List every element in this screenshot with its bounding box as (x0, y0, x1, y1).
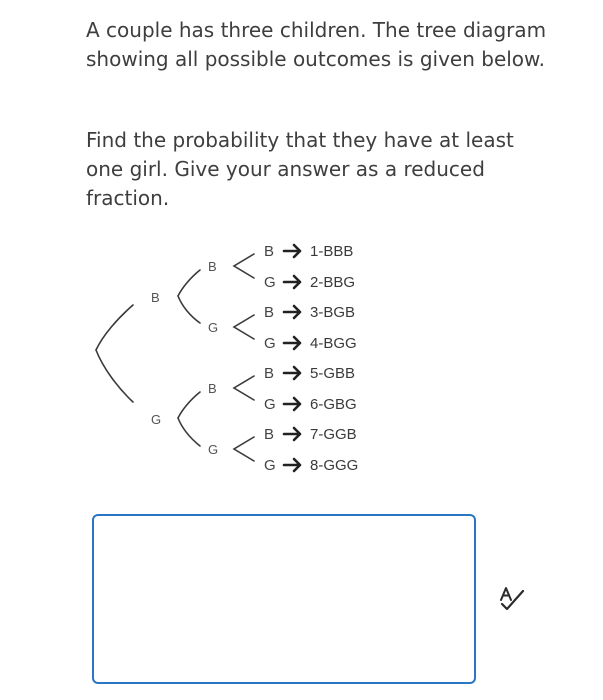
question-intro-text: A couple has three children. The tree diagram showing all possible outcomes is given below. (86, 18, 547, 71)
leaf-label: B (264, 243, 275, 260)
level2-label: G (208, 442, 219, 457)
branch-b-to-g (178, 296, 200, 323)
leaf-label: G (264, 457, 276, 474)
right-arrow-icon (284, 306, 300, 318)
right-arrow-icon (284, 337, 300, 349)
outcome-label: 1-BBB (310, 243, 354, 260)
outcome-label: 4-BGG (310, 335, 357, 352)
outcome-row (264, 274, 355, 291)
branch-leaf-pair (234, 254, 254, 278)
leaf-label: B (264, 426, 275, 443)
outcome-label: 7-GGB (310, 426, 357, 443)
outcome-label: 6-GBG (310, 396, 357, 413)
spellcheck-icon[interactable] (497, 586, 527, 612)
tree-diagram (0, 230, 420, 490)
outcome-row (264, 243, 353, 260)
right-arrow-icon (284, 245, 300, 257)
level1-label: G (151, 412, 162, 427)
right-arrow-icon (284, 459, 300, 471)
branch-leaf-pair (234, 376, 254, 400)
level2-label: B (208, 259, 217, 274)
leaf-label: G (264, 274, 276, 291)
branch-root-g (96, 350, 133, 402)
outcome-label: 3-BGB (310, 304, 356, 321)
outcome-row (264, 304, 355, 321)
right-arrow-icon (284, 428, 300, 440)
outcome-row (264, 426, 357, 443)
branch-root-b (96, 305, 133, 350)
leaf-label: G (264, 396, 276, 413)
right-arrow-icon (284, 367, 300, 379)
answer-input[interactable] (92, 514, 476, 684)
outcome-row (264, 335, 357, 352)
outcome-row (264, 457, 358, 474)
leaf-label: G (264, 335, 276, 352)
branch-leaf-pair (234, 315, 254, 339)
right-arrow-icon (284, 398, 300, 410)
outcome-label: 5-GBB (310, 365, 356, 382)
outcome-label: 8-GGG (310, 457, 359, 474)
outcome-label: 2-BBG (310, 274, 356, 291)
branch-g-to-b (178, 392, 200, 418)
branch-b-to-b (178, 270, 200, 296)
leaf-label: B (264, 304, 275, 321)
leaf-label: B (264, 365, 275, 382)
question-prompt-text: Find the probability that they have at least one girl. Give your answer as a reduced fraction. (86, 128, 514, 210)
right-arrow-icon (284, 276, 300, 288)
level2-label: G (208, 320, 219, 335)
branch-leaf-pair (234, 437, 254, 461)
outcome-row (264, 396, 357, 413)
level1-label: B (151, 290, 160, 305)
branch-g-to-g (178, 418, 200, 446)
outcome-row (264, 365, 355, 382)
level2-label: B (208, 381, 217, 396)
